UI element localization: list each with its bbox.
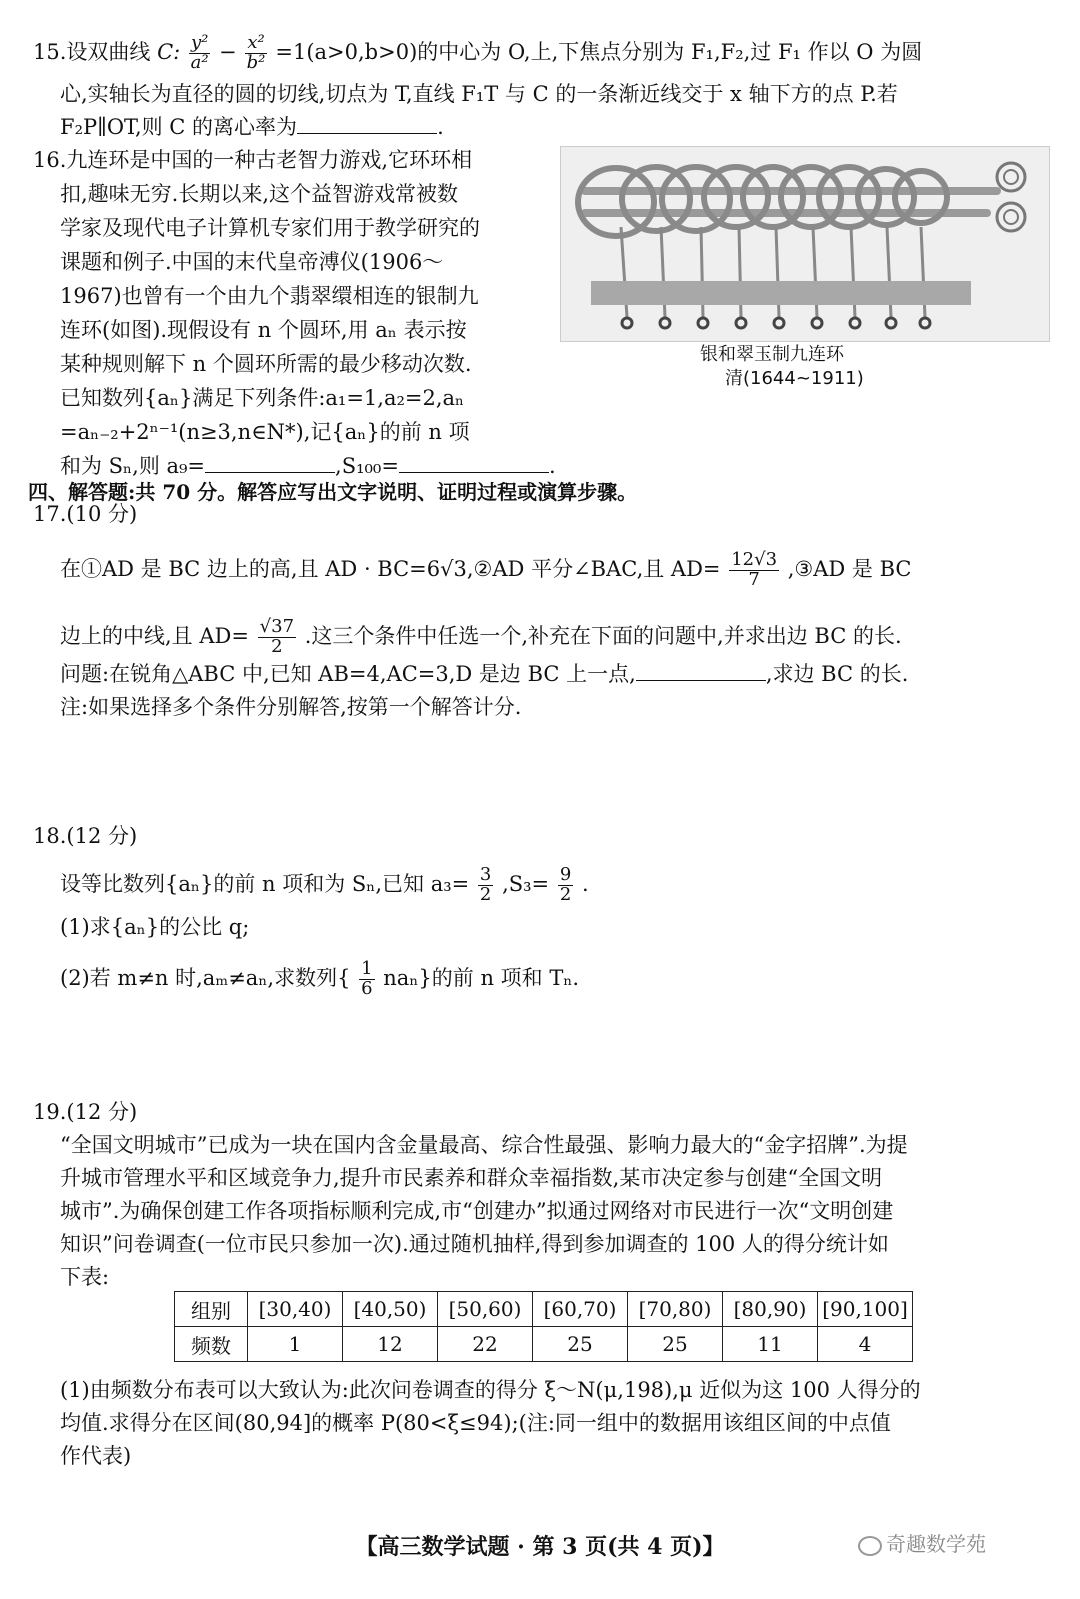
table-row (175, 1292, 913, 1327)
q16-line: 课题和例子.中国的末代皇帝溥仪(1906～ (60, 250, 444, 274)
q17-line1 (60, 551, 911, 590)
q17-text: ,求边 BC 的长. (765, 662, 909, 686)
q18-text: (2)若 m≠n 时,aₘ≠aₙ,求数列{ (60, 965, 351, 990)
q18-text: ,S₃= (502, 871, 550, 896)
table-cell: [50,60) (438, 1292, 533, 1327)
q16-line: 连环(如图).现假设有 n 个圆环,用 aₙ 表示按 (60, 318, 467, 342)
q19-line: 升城市管理水平和区域竞争力,提升市民素养和群众幸福指数,某市决定参与创建“全国文明 (60, 1166, 883, 1190)
wechat-icon (858, 1536, 882, 1556)
table-row (175, 1327, 913, 1362)
q18-head: 18.(12 分) (33, 824, 138, 848)
q18-part1: (1)求{aₙ}的公比 q; (60, 915, 250, 939)
q17-line2 (60, 618, 902, 657)
q17-head: 17.(10 分) (33, 502, 138, 526)
minus-sign: − (219, 39, 237, 64)
q18-text: 设等比数列{aₙ}的前 n 项和为 Sₙ,已知 a₃= (60, 871, 470, 896)
table-cell: 25 (628, 1327, 723, 1362)
q15-text: 15.设双曲线 (33, 39, 151, 64)
fraction-x2-b2: $\frac{\text{x²}}{\text{b²}}$ (246, 32, 266, 73)
watermark (858, 1528, 986, 1557)
table-cell: 12 (343, 1327, 438, 1362)
table-cell: [40,50) (343, 1292, 438, 1327)
answer-blank (636, 680, 766, 681)
fraction-9-2: $\frac{9}{2}$ (559, 864, 572, 905)
q17-text: 边上的中线,且 AD= (60, 623, 249, 648)
q19-line: 城市”.为确保创建工作各项指标顺利完成,市“创建办”拟通过网络对市民进行一次“文明创建 (60, 1199, 894, 1223)
fraction-y2-a2: $\frac{\text{y²}}{\text{a²}}$ (190, 32, 209, 73)
table-cell: 11 (723, 1327, 818, 1362)
fraction-sqrt37-2: $\frac{√37}{2}$ (259, 616, 295, 657)
table-cell: 22 (438, 1327, 533, 1362)
q16-line: 扣,趣味无穷.长期以来,这个益智游戏常被数 (60, 182, 459, 206)
q17-text: ,③AD 是 BC (787, 556, 912, 581)
frequency-table (174, 1291, 913, 1362)
q17-text: 问题:在锐角△ABC 中,已知 AB=4,AC=3,D 是边 BC 上一点, (60, 662, 636, 686)
fraction-1-6: $\frac{1}{6}$ (361, 958, 373, 999)
q15-line1 (33, 34, 922, 73)
photo-caption-title: 银和翠玉制九连环 (700, 344, 844, 365)
table-cell: [70,80) (628, 1292, 723, 1327)
q17-text: 在①AD 是 BC 边上的高,且 AD · BC=6√3,②AD 平分∠BAC,且 AD= (60, 556, 721, 581)
q19-head: 19.(12 分) (33, 1100, 138, 1124)
table-cell: 4 (818, 1327, 913, 1362)
q17-note: 注:如果选择多个条件分别解答,按第一个解答计分. (60, 695, 522, 719)
q19-line: 下表: (60, 1265, 110, 1289)
q15-text: =1(a>0,b>0)的中心为 O,上,下焦点分别为 F₁,F₂,过 F₁ 作以 O 为圆 (275, 39, 923, 64)
q17-text: .这三个条件中任选一个,补充在下面的问题中,并求出边 BC 的长. (304, 623, 902, 648)
answer-blank-s100 (399, 472, 549, 473)
table-cell: [80,90) (723, 1292, 818, 1327)
q15-line2: 心,实轴长为直径的圆的切线,切点为 T,直线 F₁T 与 C 的一条渐近线交于 x 轴下方的点 P.若 (60, 82, 898, 106)
nine-linked-rings-photo (560, 146, 1050, 342)
section-heading: 四、解答题:共 70 分。解答应写出文字说明、证明过程或演算步骤。 (28, 480, 638, 504)
q16-line: 已知数列{aₙ}满足下列条件:a₁=1,a₂=2,aₙ (60, 386, 465, 410)
q16-line: 1967)也曾有一个由九个翡翠缳相连的银制九 (60, 284, 479, 308)
q18-line1: 设等比数列{aₙ}的前 n 项和为 Sₙ,已知 a₃= $\frac{3}{2}$ ,S₃= $\frac{9}{2}$ . (60, 864, 589, 905)
q15-curve-name: C: (157, 39, 181, 64)
answer-blank-a9 (205, 472, 335, 473)
q19-after-line: 均值.求得分在区间(80,94]的概率 P(80<ξ≤94);(注:同一组中的数据用该组区间的中点值 (60, 1411, 891, 1435)
q15-line3: F₂P∥OT,则 C 的离心率为 . (60, 115, 444, 139)
q16-line: 某种规则解下 n 个圆环所需的最少移动次数. (60, 352, 472, 376)
table-cell: 25 (533, 1327, 628, 1362)
q16-line: =aₙ₋₂+2ⁿ⁻¹(n≥3,n∈N*),记{aₙ}的前 n 项 (60, 420, 470, 444)
photo-caption-date: 清(1644~1911) (725, 368, 864, 389)
table-cell: [90,100] (818, 1292, 913, 1327)
watermark-text: 奇趣数学苑 (886, 1532, 986, 1556)
q16-line-last: 和为 Sₙ,则 a₉= ,S₁₀₀= . (60, 454, 556, 478)
table-header-label: 频数 (175, 1327, 248, 1362)
fraction-12sqrt3-7: $\frac{12√3}{7}$ (731, 549, 778, 590)
q16-text: 和为 Sₙ,则 a₉= (60, 454, 206, 478)
q19-line: “全国文明城市”已成为一块在国内含金量最高、综合性最强、影响力最大的“金字招牌”.为提 (60, 1133, 908, 1157)
q16-line: 16.九连环是中国的一种古老智力游戏,它环环相 (33, 148, 473, 172)
q17-line3 (60, 664, 908, 685)
q18-part2 (60, 960, 579, 999)
fraction-3-2: $\frac{3}{2}$ (479, 864, 492, 905)
answer-blank (297, 133, 437, 134)
q19-after-line: (1)由频数分布表可以大致认为:此次问卷调查的得分 ξ～N(μ,198),μ 近似为这 100 人得分的 (60, 1378, 921, 1402)
q16-line: 学家及现代电子计算机专家们用于教学研究的 (60, 216, 480, 240)
q19-after-line: 作代表) (60, 1444, 132, 1468)
table-header-label: 组别 (175, 1292, 248, 1327)
table-cell: [60,70) (533, 1292, 628, 1327)
table-cell: 1 (248, 1327, 343, 1362)
page-footer: 【高三数学试题 · 第 3 页(共 4 页)】 (355, 1534, 725, 1560)
q16-text: ,S₁₀₀= (335, 454, 399, 478)
q19-line: 知识”问卷调查(一位市民只参加一次).通过随机抽样,得到参加调查的 100 人的得分统计如 (60, 1232, 889, 1256)
table-cell: [30,40) (248, 1292, 343, 1327)
q15-text: F₂P∥OT,则 C 的离心率为 (60, 115, 298, 139)
q18-text: naₙ}的前 n 项和 Tₙ. (383, 965, 580, 990)
nine-linked-rings-illustration (561, 147, 1049, 341)
